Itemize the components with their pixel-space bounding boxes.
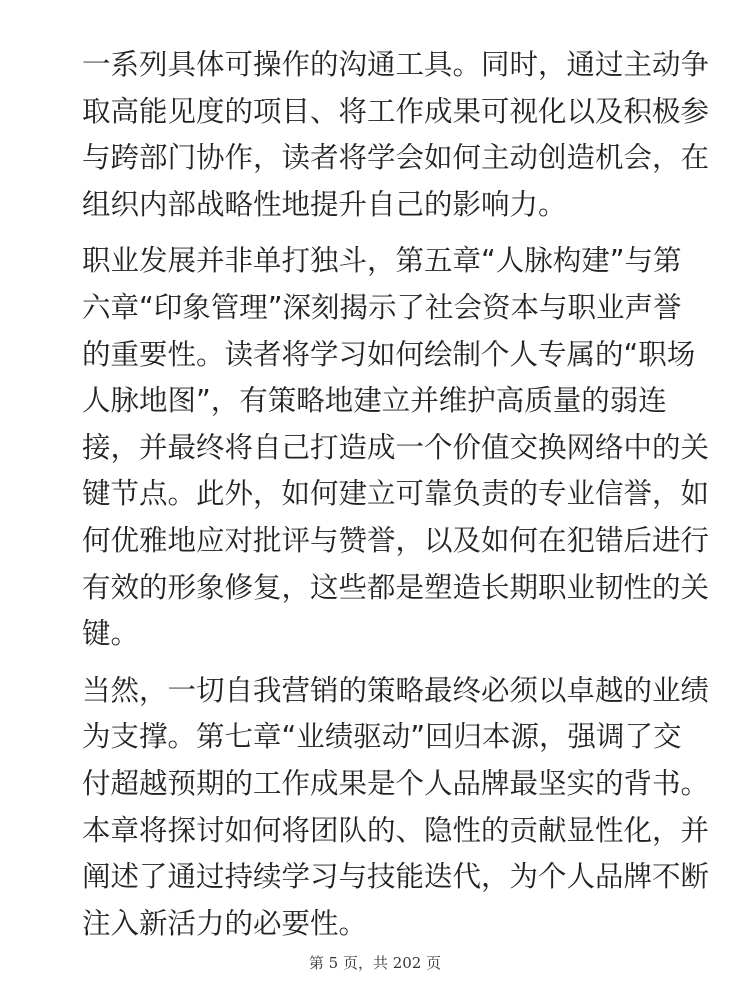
text-line: 与跨部门协作，读者将学会如何主动创造机会，在 xyxy=(82,141,710,175)
paragraph-2 xyxy=(82,238,710,657)
text-line: 键节点。此外，如何建立可靠负责的专业信誉，如 xyxy=(82,477,710,511)
text-line: 当然，一切自我营销的策略最终必须以卓越的业绩 xyxy=(82,673,710,707)
text-line: 人脉地图”，有策略地建立并维护高质量的弱连 xyxy=(82,384,667,418)
text-line: 何优雅地应对批评与赞誉，以及如何在犯错后进行 xyxy=(82,523,710,557)
text-line: 阐述了通过持续学习与技能迭代，为个人品牌不断 xyxy=(82,860,710,894)
text-line: 注入新活力的必要性。 xyxy=(82,906,368,940)
text-line: 有效的形象修复，这些都是塑造长期职业韧性的关 xyxy=(82,570,710,604)
text-line: 取高能见度的项目、将工作成果可视化以及积极参 xyxy=(82,94,710,128)
text-line: 六章“印象管理”深刻揭示了社会资本与职业声誉 xyxy=(82,290,682,324)
body-text xyxy=(82,42,710,947)
text-line: 付超越预期的工作成果是个人品牌最坚实的背书。 xyxy=(82,766,710,800)
text-line: 组织内部战略性地提升自己的影响力。 xyxy=(82,187,567,221)
text-line: 一系列具体可操作的沟通工具。同时，通过主动争 xyxy=(82,48,710,81)
page-number-footer: 第 5 页，共 202 页 xyxy=(308,954,442,972)
text-line: 键。 xyxy=(82,617,140,651)
paragraph-1 xyxy=(82,42,710,228)
text-line: 本章将探讨如何将团队的、隐性的贡献显性化，并 xyxy=(82,813,710,847)
text-line: 职业发展并非单打独斗，第五章“人脉构建”与第 xyxy=(82,244,682,278)
text-line: 接，并最终将自己打造成一个价值交换网络中的关 xyxy=(82,430,710,464)
text-line: 的重要性。读者将学习如何绘制个人专属的“职场 xyxy=(82,337,696,371)
text-line: 为支撑。第七章“业绩驱动”回归本源，强调了交 xyxy=(82,720,682,754)
paragraph-3 xyxy=(82,668,710,948)
